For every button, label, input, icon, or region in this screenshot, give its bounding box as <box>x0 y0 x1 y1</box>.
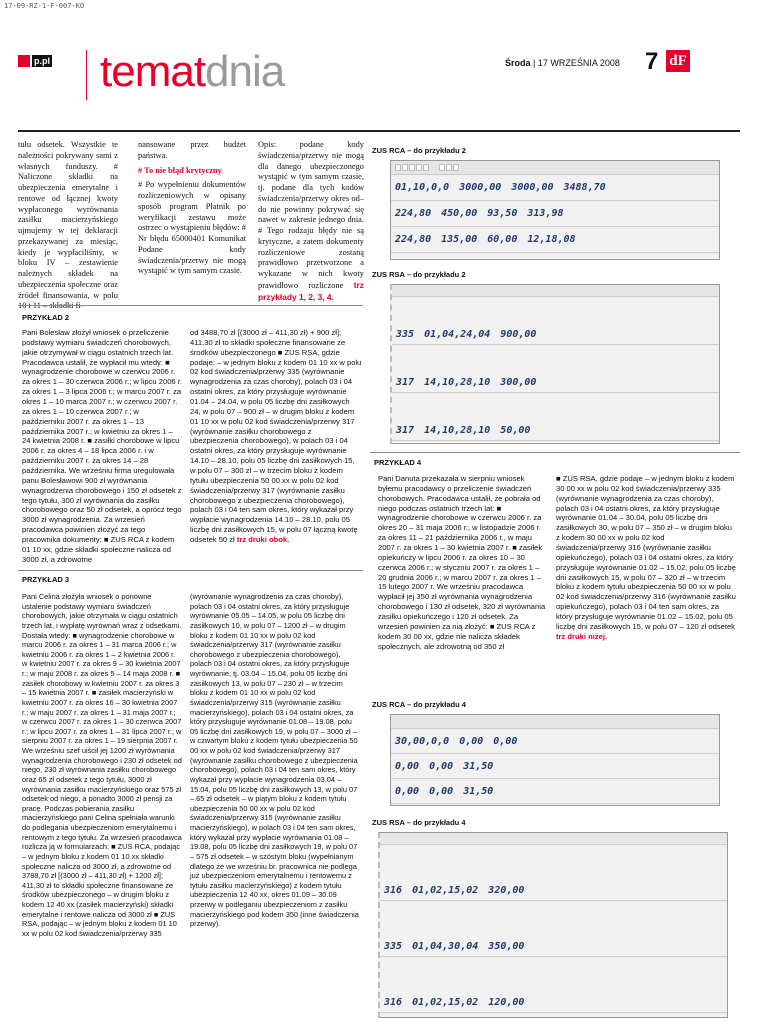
figure-label-rca2: ZUS RCA – do przykładu 2 <box>372 146 466 155</box>
example-2-col-a <box>22 328 182 566</box>
intro-text-2b: # Po wypełnieniu dokumentów rozliczeniowych w opisany sposób program Płatnik po weryfikacji zestawu może ostrzec o wystąpieniu błędów: # Nr błędu 65000401 Komunikat Podane kody świadczenia/przerwy nie mogą wystąpić w tym samym czasie. <box>138 180 246 276</box>
brand-right: dnia <box>205 47 285 96</box>
form-row: 01,10,0,0 3000,00 3000,00 3488,70 <box>391 175 719 201</box>
intro-text-1: tułu odsetek. Wszystkie te należności pokrywany sami z własnych funduszy. # Naliczone składki na ubezpieczenia emerytalne i rentowe od łącznej kwoty wypłaconego wyrównania zasiłku macierzyńskiego ujmujemy w tej deklaracji przekazywanej za miesiąc, kiedy je wypłaciliśmy, w bloku IV – zestawienie należnych składek na ubezpieczenia społeczne oraz źródeł finansowania, w polu <box>18 140 118 300</box>
dateline: Środa | 17 WRZEŚNIA 2008 <box>505 58 620 68</box>
form-header-row <box>380 833 727 845</box>
form-row: 224,80 135,00 60,00 12,18,08 <box>391 227 719 253</box>
form-block: 335 01,04,24,04 900,00 <box>392 297 719 345</box>
form-row: 0,00 0,00 31,50 <box>391 754 719 779</box>
intro-subhead: # To nie błąd krytyczny <box>138 165 222 175</box>
header-divider <box>86 50 87 100</box>
divider <box>370 452 740 453</box>
form-header-row <box>391 161 719 175</box>
example-3-col-b <box>190 592 362 930</box>
example-4-col-a <box>378 474 548 652</box>
form-row: 30,00,0,0 0,00 0,00 <box>391 729 719 754</box>
example-3-col-a <box>22 592 182 940</box>
df-logo: dF <box>666 50 690 72</box>
date-day: Środa <box>505 58 531 68</box>
example-4-text-a: Pani Danuta przekazała w sierpniu wniosek byłemu pracodawcy o przeliczenie świadczeń chorobowych. Pracodawca ustalił, że pobrała od niego podczas ostatnich trzech lat: ■ wynagrodzenie chorobowe w czerwcu 2006 r. za okres 20 – 31 maja 2006 r.; w listopadzie 2006 r. za okres 11 – 21 października 2006 r., w maju 2007 r. za okres 1 – 30 kwietnia 2007 r. ■ zasiłek opiekuńczy w lipcu 2006 r. za okres 10 – 30 czerwca 2006 r.; w styczniu 2007 r. za okres 1 – 20 grudnia 2006 r.; w marcu 2007 r. za okres 1 – 15 lutego 2007 r. We wrześniu pracodawca wypłacił jej 350 zł wyrównania wynagrodzenia chorobowego i 130 zł odsetek, 320 zł wyrównania zasiłku opiekuńczego i 120 zł odsetek. Za wrzesień powinien za nią złożyć: ■ ZUS RCA z kodem 30 00 xx, gdzie nie nalicza składek społecznych, ale zdrowotną od 350 zł <box>378 474 546 651</box>
example-4-col-b <box>556 474 736 643</box>
example-4-link[interactable]: trz druki niżej. <box>556 631 608 641</box>
example-2-text-b: od 3488,70 zł [(3000 zł – 411,30 zł) + 900 zł]; 411,30 zł to składki społeczne finansowane ze środków ubezpieczonego ■ ZUS RSA, gdzie podaje: – w jednym bloku z kodem 01 10 xx w polu 02 kod świadczenia/przerwy 335 (wyrównanie wynagrodzenia za czas choroby), polach 03 i 04 ostatni okres, za który przysługuje wyrównanie 01.04 – 24.04, w polu 05 liczbę dni zasiłkowych 24, w polu 07 – 900 zł – w drugim bloku z kodem 01 10 xx w polu 02 kod świadczenia/przerwy 317 (wyrównanie zasiłku chorobowego z ubezpieczenia chorobowego), w polach 03 i 04 ostatni okres, za który przysługuje wyrównanie 14.10 – 28.10, polu 05 liczbę dni zasiłkowych 15, w polu 07 – 300 zł – w trzecim bloku z kodem tytułu ubezpieczenia 50 00 xx w polu 02 kod świadczenia/przerwy 317 (wyrównanie zasiłku chorobowego z ubezpieczenia chorobowego), polach 03 i 04 ten sam okres, który wykazał przy wypłacie wynagrodzenia 14.10 – 28.10, polu 05 liczbę dni zasiłkowych 15, w polu 07 łączną kwotę odsetek 50 zł <box>190 328 362 545</box>
divider <box>18 570 363 571</box>
logo-text: p.pl <box>34 56 50 66</box>
form-block: 335 01,04,30,04 350,00 <box>380 901 727 957</box>
figure-label-rsa4: ZUS RSA – do przykładu 4 <box>372 818 466 827</box>
brand-left: temat <box>100 47 206 96</box>
figure-label-rca4: ZUS RCA – do przykładu 4 <box>372 700 466 709</box>
example-3-text-a: Pani Celina złożyła wniosek o ponowne ustalenie podstawy wymiaru świadczeń chorobowych, jakie otrzymała w ciągu ostatnich trzech lat, i wypłatę wyrównań wraz z odsetkami. Dostała wtedy: ■ wynagrodzenie chorobowe w marcu 2006 r. za okres 1 – 31 marca 2006 r.; w kwietniu 2006 r. za okres 1 – 2 kwietnia 2006 r. w kwietniu 2007 r. za okres 9 – 30 kwietnia 2007 r.; w maju 2008 r. za okres 5 – 14 maja 2008 r. ■ zasiłek chorobowy w kwietniu 2007 r. za okres 3 – 15 kwietnia 2007 r. ■ zasiłek macierzyński w kwietniu 2007 r. za okres 16 – 30 kwietnia 2007 r.; w maju 2007 r. za okres 1 – 31 maja 2007 r.; w czerwcu 2007 r. za okres 1 – 30 czerwca 2007 r.; w lipcu 2007 r. za okres 1 – 31 lipca 2007 r.; w sierpniu 2007 r. za okres 1 – 19 sierpnia 2007 r. We wrześniu szef uiścił jej 1200 zł wyrównania wynagrodzenia chorobowego i 230 zł odsetek od niego, 230 zł wyrównania zasiłku chorobowego oraz 65 zł odsetek z tego tytułu, 3000 zł wyrównania zasiłku macierzyńskiego oraz 575 zł odsetek od niego, a ponadto 3000 zł pensji za pracę. Podczas pobierania zasiłku macierzyńskiego pani Celina spełniała warunki do podlegania ubezpieczeniom emerytalnemu i rentowym z tego tytułu. Za wrzesień pracodawca rozlicza ją w formularzach: ■ ZUS RCA, podając – w jednym bloku z kodem 01 10 xx składki społeczne nalicza od 3000 zł, a zdrowotne od 3788,70 zł [(3000 zł – 411,30 zł) + 1200 zł]; 411,30 zł to składki społeczne finansowane ze środków ubezpieczonego – w drugim bloku z kodem 12 40 xx (zasiłek macierzyński) składki emerytalne i rentowe nalicza od 3000 zł ■ ZUS RSA, podając – w jednym bloku z kodem 01 10 xx w polu 02 kod świadczenia/przerwy 335 <box>22 592 182 938</box>
example-2-text-a: Pani Bolesław złożył wniosek o przeliczenie podstawy wymiaru świadczeń chorobowych, jakie otrzymywał w ciągu ostatnich trzech lat. Pracodawca ustalił, że wypłacił mu wtedy: ■ wynagrodzenie chorobowe w czerwcu 2006 r. za okres 1 – 30 czerwca 2006 r.; w lipcu 2006 r. za okres 1 – 3 lipca 2006 r.; w marcu 2007 r. za okres 1 – 10 marca 2007 r.; w czerwcu 2007 r. za okres 1 – 10 czerwca 2007 r.; w październiku 2007 r. za okres 1 – 13 października 2007 r.; w kwietniu za okres 1 – 24 kwietnia 2008 r. ■ zasiłki chorobowe w lipcu 2006 r. za okres 4 – 18 lipca 2006 r. i w październiku 2007 r. za okres 14 – 28 października. We wrześniu firma uregulowała panu Bolesławowi 900 zł wyrównania wynagrodzenia chorobowego i 150 zł odsetek z tego tytułu, 300 zł wyrównania do zasiłku chorobowego oraz 50 zł odsetek, a oprócz tego 3000 zł wynagrodzenia. Za wrzesień pracodawca powinien złożyć za tego pracownika dokumenty: ■ ZUS RCA z kodem 01 10 xx, gdzie składki społeczne nalicza od 3000 zł, a zdrowotne <box>22 328 182 564</box>
intro-column-3 <box>258 140 364 307</box>
intro-column-1 <box>18 140 118 316</box>
section-brand <box>100 47 285 96</box>
example-2-link[interactable]: trz druki obok. <box>236 535 290 545</box>
page-slug: 17-09-RZ-1-F-007-KO <box>4 2 85 10</box>
form-block: 317 14,10,28,10 50,00 <box>392 393 719 441</box>
example-2-col-b <box>190 328 362 546</box>
example-4-text-b: ■ ZUS RSA, gdzie podaje – w jednym bloku z kodem 30 00 xx w polu 02 kod świadczenia/przerwy 335 (wyrównanie wynagrodzenia za czas choroby), polach 03 i 04 ostatni okres, za który przysługuje wyrównanie 01.04 – 30.04, polu 05 liczbę dni zasiłkowych 30, w polu 07 – 350 zł – w drugim bloku z kodem 30 00 xx w polu 02 kod świadczenia/przerwy 316 (wyrównanie zasiłku opiekuńczego), polach 03 i 04 ostatni okres, za który przysługuje wyrównanie 01.02 – 15.02, polu 05 liczbę dni zasiłkowych 15, w polu 07 – 320 zł – w trzecim bloku z kodem tytułu ubezpieczenia 50 00 xx w polu 02 kod świadczenia/przerwy 316 (wyrównanie zasiłku opiekuńczego), polach 03 i 04 ten sam okres, za który przysługuje wyrównanie 01.02 – 15.02, polu 05 liczbę dni zasiłkowych 15, w polu 07 – 120 zł odsetek <box>556 474 736 631</box>
form-row: 0,00 0,00 31,50 <box>391 779 719 804</box>
header-rule <box>18 130 740 132</box>
intro-text-3: Opis: podane kody świadczenia/przerwy nie mogą dla danego ubezpieczonego wystąpić w tym samym czasie, tj. podane dla tych kodów świadczenia/przerwy okres od–do nie powinny pokrywać się nawet w zakresie jednego dnia. # Tego rodzaju błędy nie są krytyczne, a zatem dokumenty rozliczeniowe zostaną prawidłowo przetworzone a wykazane w nich kwoty prawidłowo rozliczone <box>258 140 364 290</box>
logo-red-square-icon <box>18 55 30 67</box>
intro-column-2 <box>138 140 246 281</box>
form-block: 317 14,10,28,10 300,00 <box>392 345 719 393</box>
divider <box>18 305 363 306</box>
form-block: 316 01,02,15,02 320,00 <box>380 845 727 901</box>
zus-rsa-form-ex2 <box>390 284 720 444</box>
see-examples-link[interactable]: trz przykłady 1, 2, 3, 4. <box>258 279 364 302</box>
example-4-title: PRZYKŁAD 4 <box>374 458 422 467</box>
form-block: 316 01,02,15,02 120,00 <box>380 957 727 1013</box>
form-row: 224,80 450,00 93,50 313,98 <box>391 201 719 227</box>
intro-text-2a: nansowane przez budżet państwa. <box>138 140 246 160</box>
form-header-row <box>392 285 719 297</box>
page-number: 7 <box>645 48 659 75</box>
zus-rca-form-ex4 <box>390 714 720 806</box>
date-text: 17 WRZEŚNIA 2008 <box>537 58 620 68</box>
example-2-title: PRZYKŁAD 2 <box>22 313 70 322</box>
site-logo[interactable] <box>18 54 52 68</box>
figure-label-rsa2: ZUS RSA – do przykładu 2 <box>372 270 466 279</box>
example-3-title: PRZYKŁAD 3 <box>22 575 70 584</box>
form-header-row <box>391 715 719 729</box>
zus-rca-form-ex2 <box>390 160 720 260</box>
zus-rsa-form-ex4 <box>378 832 728 1018</box>
example-3-text-b: (wyrównanie wynagrodzenia za czas choroby), polach 03 i 04 ostatni okres, za który przysługuje wyrównanie 05.05 – 14.05, w polu 05 liczbę dni zasiłkowych 10, w polu 07 – 1200 zł – w drugim bloku z kodem 01 10 xx w polu 02 kod świadczenia/przerwy 317 (wyrównanie zasiłku chorobowego z ubezpieczenia chorobowego), polach 03 i 04 ostatni okres, za który przysługuje wyrównanie, tj. 03.04 – 15.04, polu 05 liczbę dni zasiłkowych 13, w polu 07 – 230 zł – w trzecim bloku z kodem 01 10 xx w polu 02 kod świadczenia/przerwy 315 (wyrównanie zasiłku macierzyńskiego), polach 03 i 04 ostatni okres, za który przysługuje wyrównanie 01.08 – 19.08, polu 05 liczbę dni zasiłkowych 19, w polu 07 – 3000 zł – w czwartym bloku z kodem tytułu ubezpieczenia 50 00 xx w polu 02 kod świadczenia/przerwy 317 (wyrównanie zasiłku chorobowego z ubezpieczenia chorobowego), polach 03 i 04 ten sam okres, który wykazał przy wypłacie wynagrodzenia 03.04 – 15.04, polu 05 liczbę dni zasiłkowych 13, w polu 07 – 65 zł odsetek – w piątym bloku z kodem tytułu ubezpieczenia 50 00 xx w polu 02 kod świadczenia/przerwy 315 (wyrównanie zasiłku macierzyńskiego), w polach 03 i 04 ten sam okres, który wykazał przy wypłacie wyrównania 01.08 – 19.08, polu 05 liczbę dni zasiłkowych 19, w polu 07 – 575 zł odsetek – w szóstym bloku (wypełnianym dlatego że we wrześniu br. pracownica nie podlega już ubezpieczeniom emerytalnemu i rentowemu z tytułu zasiłku macierzyńskiego) z kodem tytułu ubezpieczenia 12 40 xx, okres 01.09 – 30.09 przerwy w podleganiu ubezpieczeniom z zasiłku macierzyńskiego pod kodem 350 (inne świadczenia przerwy). <box>190 592 359 929</box>
